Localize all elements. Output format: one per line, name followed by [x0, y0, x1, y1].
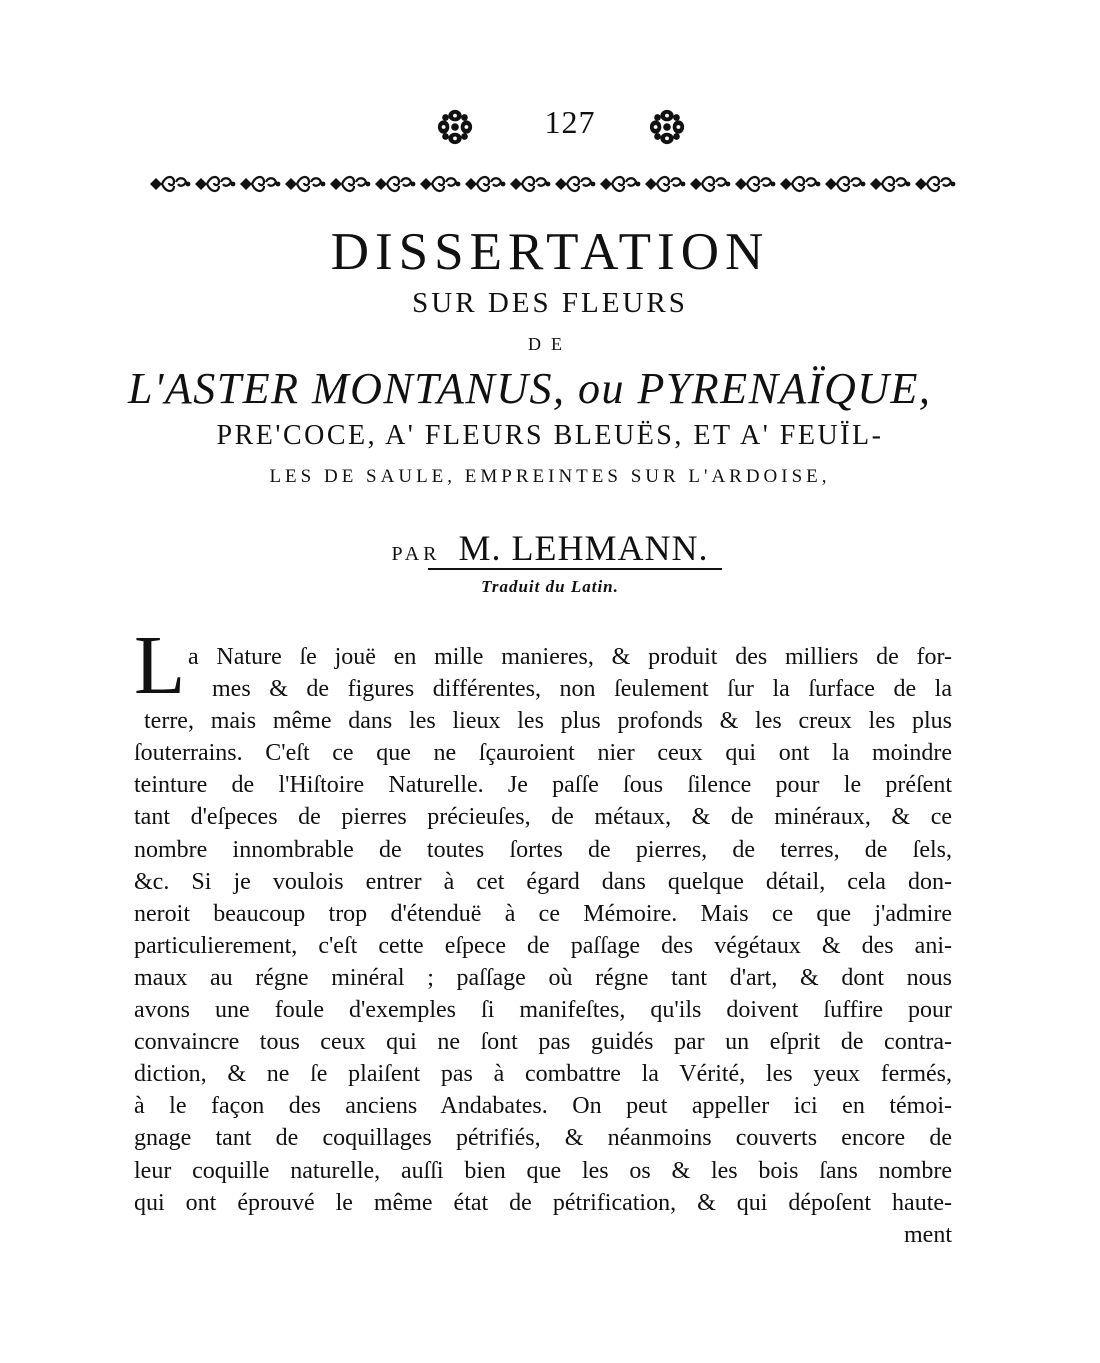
- catchword: ment: [904, 1221, 952, 1248]
- text-line: leur coquille naturelle, auſſi bien que les os & les bois ſans nombre: [134, 1157, 952, 1184]
- text-line: a Nature ſe jouë en mille manieres, & produit des milliers de for-: [188, 644, 952, 670]
- flower-ornament-icon: [436, 108, 474, 146]
- text-line: terre, mais même dans les lieux les plus profonds & les creux les plus: [144, 708, 952, 735]
- page-number: 127: [544, 104, 596, 140]
- text-line: qui ont éprouvé le même état de pétrification, & qui dépoſent haute-: [134, 1189, 952, 1216]
- text-line: maux au régne minéral ; paſſage où régne tant d'art, & dont nous: [134, 964, 952, 991]
- text-line: &c. Si je voulois entrer à cet égard dans quelque détail, cela don-: [134, 868, 952, 895]
- page-title: DISSERTATION: [330, 223, 770, 281]
- text-line: gnage tant de coquillages pétrifiés, & néanmoins couverts encore de: [134, 1125, 952, 1152]
- author-name: M. LEHMANN.: [458, 528, 709, 568]
- page-header: [0, 104, 1100, 150]
- fleuron-band: [148, 171, 964, 197]
- text-line: neroit beaucoup trop d'étenduë à ce Mémoire. Mais ce que j'admire: [134, 900, 952, 927]
- text-line: diction, & ne ſe plaiſent pas à combattre la Vérité, les yeux fermés,: [134, 1061, 952, 1088]
- text-line: à le façon des anciens Andabates. On peut appeller ici en témoi-: [134, 1093, 952, 1120]
- title-line-4: L'ASTER MONTANUS, ou PYRENAÏQUE,: [128, 364, 932, 413]
- body-text: [134, 641, 952, 1251]
- translation-note: Traduit du Latin.: [481, 577, 619, 596]
- text-line: particulierement, c'eſt cette eſpece de paſſage des végétaux & des ani-: [134, 932, 952, 959]
- author-prefix: PAR: [391, 543, 441, 565]
- text-line: mes & de figures différentes, non ſeulement ſur la ſurface de la: [212, 676, 952, 703]
- text-line: nombre innombrable de toutes ſortes de pierres, de terres, de ſels,: [134, 836, 952, 863]
- author-line: [0, 527, 1100, 569]
- text-line: avons une foule d'exemples ſi manifeſtes, qu'ils doivent ſuffire pour: [134, 997, 952, 1024]
- text-line: ſouterrains. C'eſt ce que ne ſçauroient nier ceux qui ont la moindre: [134, 740, 952, 767]
- title-line-5: PRE'COCE, A' FLEURS BLEUËS, ET A' FEUÏL-: [216, 420, 884, 451]
- flower-ornament-icon: [648, 108, 686, 146]
- author-rule: [428, 568, 722, 570]
- text-line: tant d'eſpeces de pierres précieuſes, de métaux, & de minéraux, & ce: [134, 804, 952, 831]
- title-line-3: DE: [528, 334, 572, 354]
- title-line-6: LES DE SAULE, EMPREINTES SUR L'ARDOISE,: [269, 466, 831, 487]
- text-line: convaincre tous ceux qui ne ſont pas guidés par un eſprit de contra-: [134, 1029, 952, 1056]
- title-line-2: SUR DES FLEURS: [412, 287, 688, 319]
- drop-cap: L: [134, 619, 186, 712]
- text-line: teinture de l'Hiſtoire Naturelle. Je paſſe ſous ſilence pour le préſent: [134, 772, 952, 799]
